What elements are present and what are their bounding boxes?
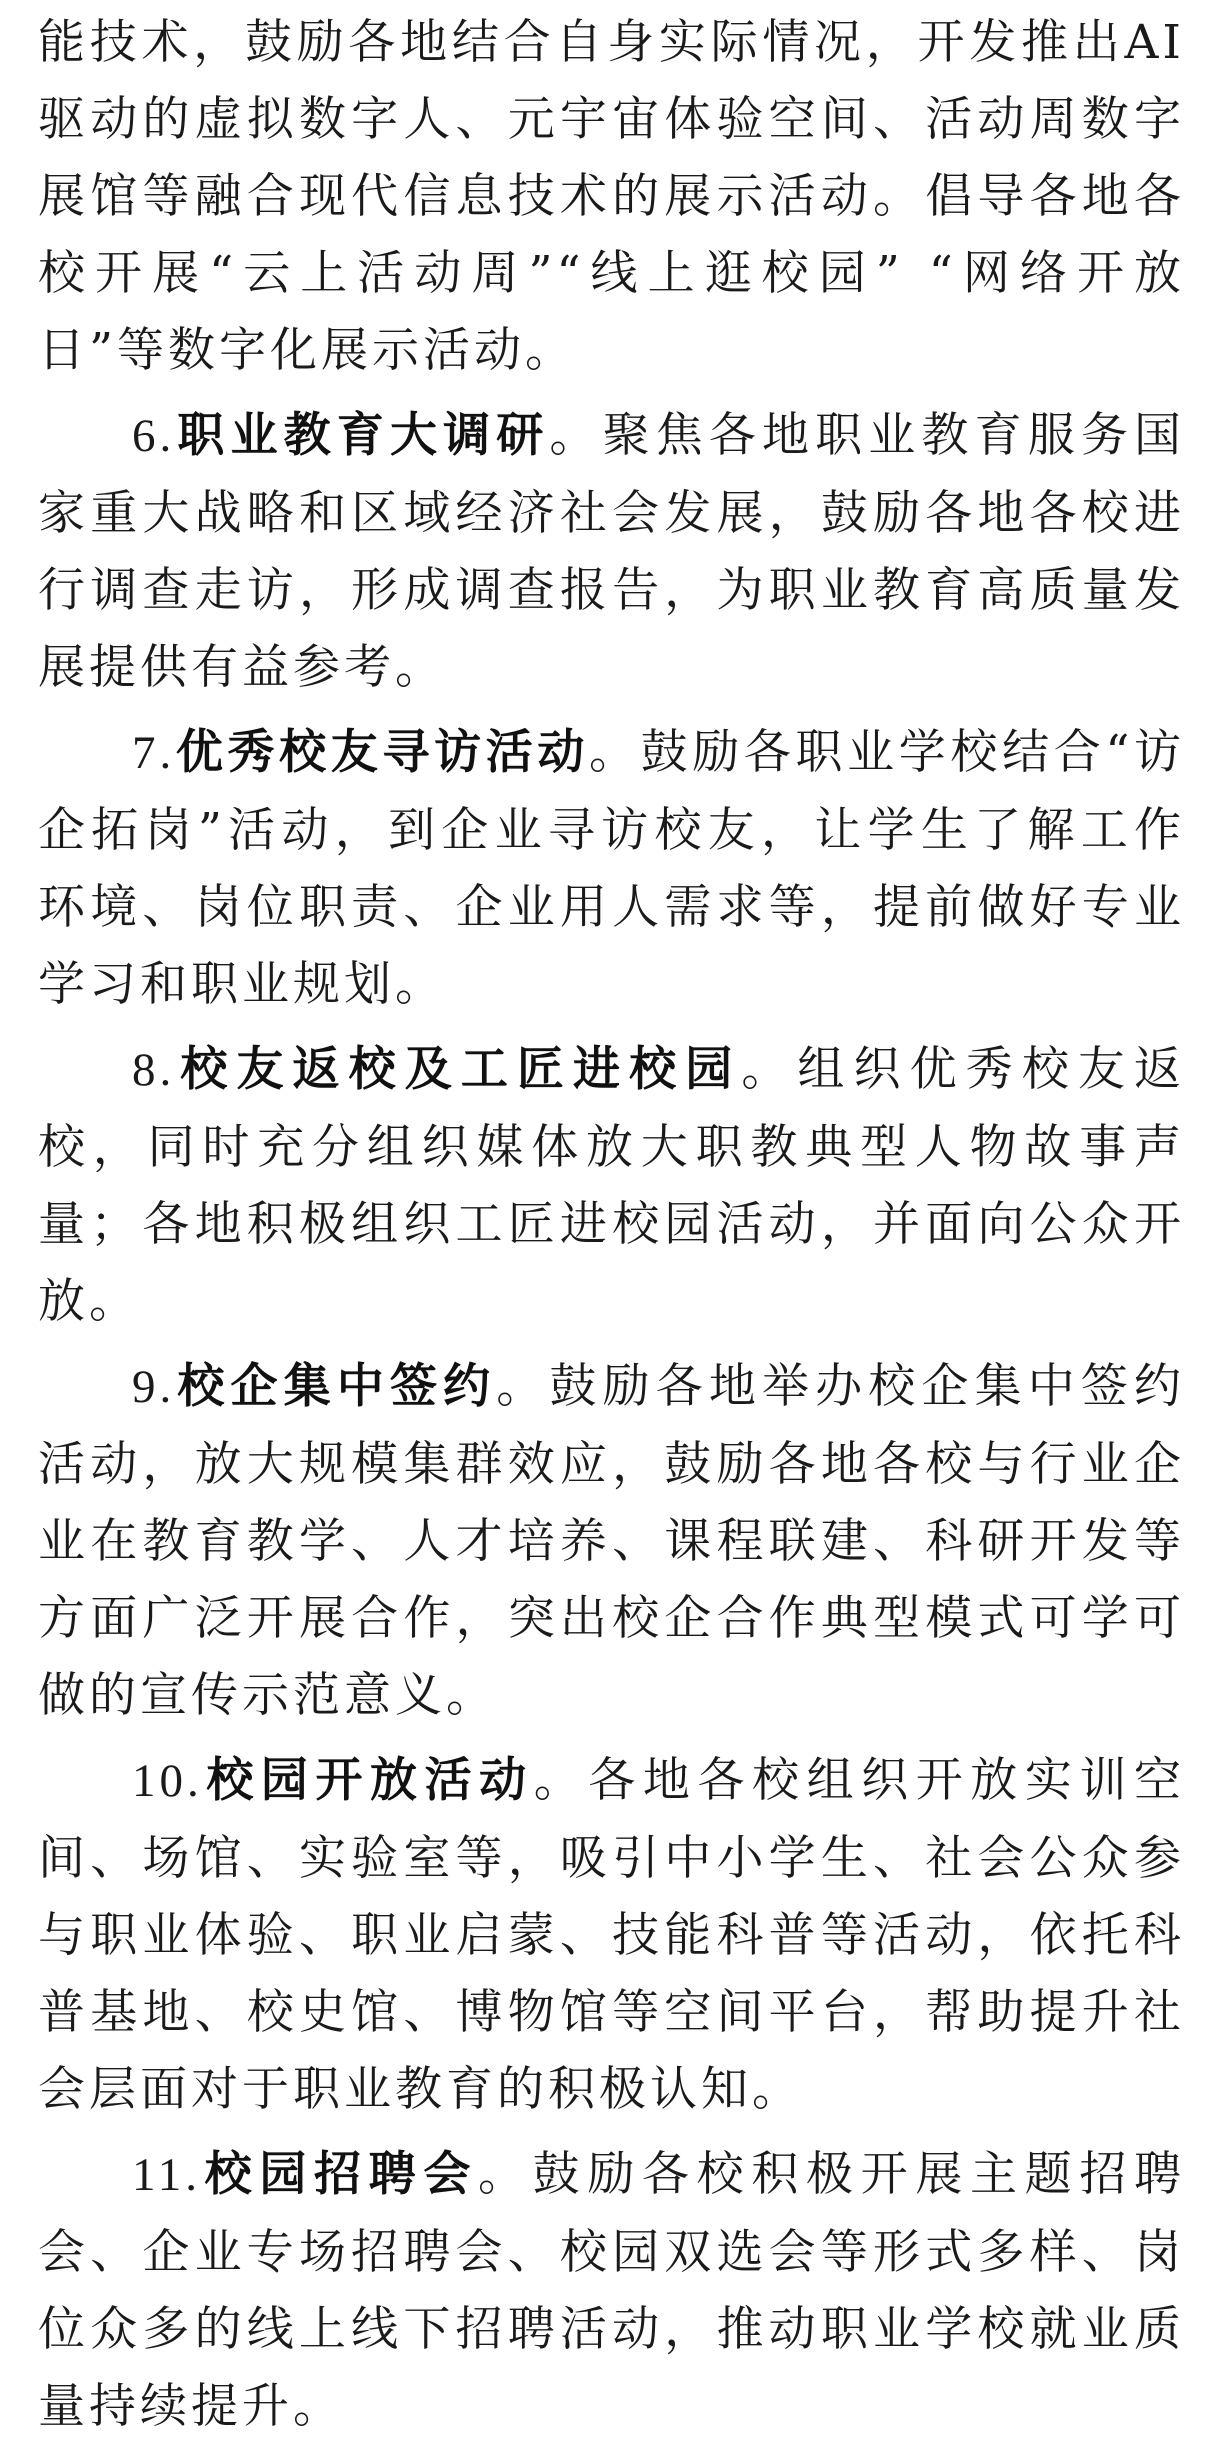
item-11-heading: 校园招聘会 <box>201 2147 479 2202</box>
item-6-heading: 职业教育大调研 <box>175 408 550 463</box>
item-7-heading: 优秀校友寻访活动 <box>175 725 589 780</box>
item-8-paragraph <box>38 1031 1185 1340</box>
item-10-paragraph <box>38 1742 1185 2128</box>
item-8-number: 8. <box>132 1044 176 1096</box>
item-11-paragraph <box>38 2136 1185 2445</box>
item-6-paragraph <box>38 397 1185 706</box>
item-7-number: 7. <box>132 727 176 779</box>
intro-paragraph: 能技术，鼓励各地结合自身实际情况，开发推出AI驱动的虚拟数字人、元宇宙体验空间、活动周数字展馆等融合现代信息技术的展示活动。倡导各地各校开展“云上活动周”“线上逛校园” “网络开放日”等数字化展示活动。 <box>38 15 1185 378</box>
item-11-number: 11. <box>132 2149 202 2201</box>
item-8-body: 。组织优秀校友返校，同时充分组织媒体放大职教典型人物故事声量；各地积极组织工匠进校园活动，并面向公众开放。 <box>38 1042 1186 1329</box>
item-10-heading: 校园开放活动 <box>202 1753 534 1808</box>
item-9-body: 。鼓励各地举办校企集中签约活动，放大规模集群效应，鼓励各地各校与行业企业在教育教学、人才培养、课程联建、科研开发等方面广泛开展合作，突出校企合作典型模式可学可做的宣传示范意义。 <box>38 1359 1186 1723</box>
item-9-number: 9. <box>132 1361 176 1413</box>
item-10-body: 。各地各校组织开放实训空间、场馆、实验室等，吸引中小学生、社会公众参与职业体验、职业启蒙、技能科普等活动，依托科普基地、校史馆、博物馆等空间平台，帮助提升社会层面对于职业教育的积极认知。 <box>38 1753 1186 2117</box>
item-8-heading: 校友返校及工匠进校园 <box>175 1042 742 1097</box>
item-7-paragraph <box>38 714 1185 1023</box>
item-9-heading: 校企集中签约 <box>175 1359 497 1414</box>
item-9-paragraph <box>38 1348 1185 1734</box>
item-11-body: 。鼓励各校积极开展主题招聘会、企业专场招聘会、校园双选会等形式多样、岗位众多的线上线下招聘活动，推动职业学校就业质量持续提升。 <box>38 2147 1186 2434</box>
item-7-body: 。鼓励各职业学校结合“访企拓岗”活动，到企业寻访校友，让学生了解工作环境、岗位职责、企业用人需求等，提前做好专业学习和职业规划。 <box>38 725 1186 1012</box>
item-10-number: 10. <box>132 1755 203 1807</box>
item-6-number: 6. <box>132 410 176 462</box>
item-6-body: 。聚焦各地职业教育服务国家重大战略和区域经济社会发展，鼓励各地各校进行调查走访，形成调查报告，为职业教育高质量发展提供有益参考。 <box>38 408 1186 695</box>
